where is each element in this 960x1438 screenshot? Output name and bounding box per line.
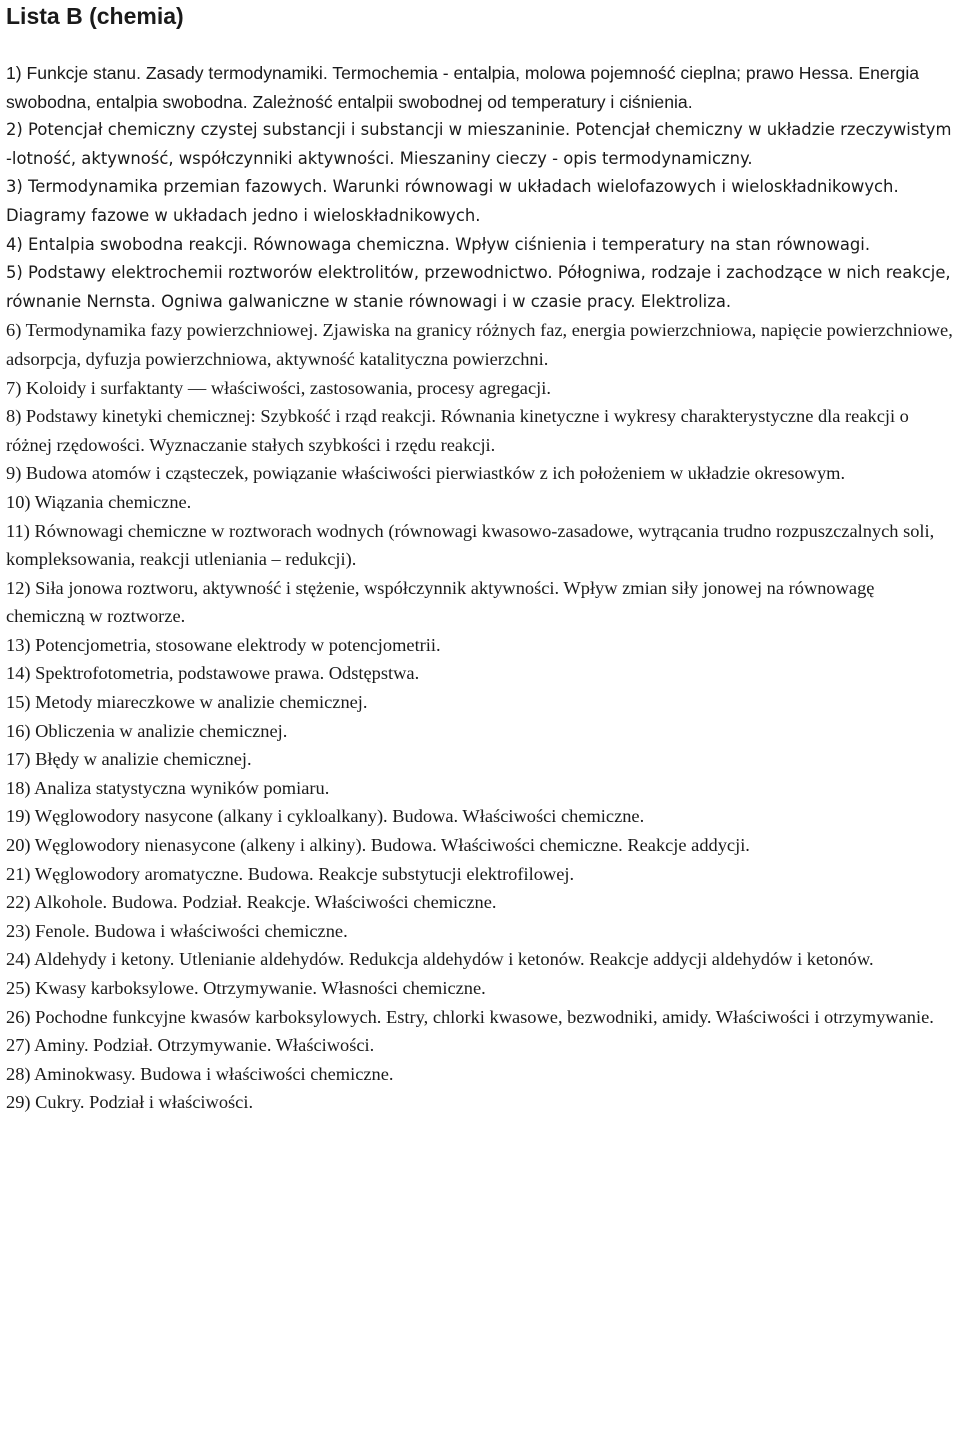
item-text: Alkohole. Budowa. Podział. Reakcje. Właściwości chemiczne. — [30, 892, 497, 913]
list-item — [6, 774, 954, 803]
list-item — [6, 974, 954, 1003]
list-item — [6, 1031, 954, 1060]
item-number: 18) — [6, 777, 31, 798]
list-item — [6, 59, 954, 116]
item-number: 28) — [6, 1063, 31, 1084]
item-text: Aminokwasy. Budowa i właściwości chemiczne. — [30, 1063, 394, 1084]
item-text: Fenole. Budowa i właściwości chemiczne. — [30, 920, 348, 941]
item-text: Kwasy karboksylowe. Otrzymywanie. Własności chemiczne. — [30, 978, 486, 998]
list-item — [6, 717, 954, 746]
item-text: Węglowodory nasycone (alkany i cykloalkany). Budowa. Właściwości chemiczne. — [30, 806, 645, 827]
list-item — [6, 231, 954, 260]
list-item — [6, 488, 954, 517]
list-item — [6, 860, 954, 889]
item-number: 1) — [6, 63, 22, 83]
item-number: 17) — [6, 749, 31, 770]
list-item — [6, 917, 954, 946]
item-text: Potencjał chemiczny czystej substancji i substancji w mieszaninie. Potencjał chemiczny w układzie rzeczywistym -lotność, aktywność, współczynniki aktywności. Mieszaniny cieczy - opis termodynamiczny. — [6, 120, 952, 168]
list-item — [6, 659, 954, 688]
item-text: Potencjometria, stosowane elektrody w potencjometrii. — [30, 634, 441, 655]
list-item — [6, 517, 954, 574]
item-number: 27) — [6, 1035, 31, 1056]
item-number: 8) — [6, 406, 22, 427]
item-number: 29) — [6, 1092, 31, 1113]
item-number: 19) — [6, 806, 31, 827]
item-number: 21) — [6, 863, 31, 884]
list-item — [6, 574, 954, 631]
document-page — [0, 2, 960, 1438]
item-text: Równowagi chemiczne w roztworach wodnych (równowagi kwasowo-zasadowe, wytrącania trudno rozpuszczalnych soli, kompleksowania, reakcji utleniania – redukcji). — [6, 520, 935, 570]
list-item — [6, 945, 954, 974]
item-text: Cukry. Podział i właściwości. — [30, 1092, 254, 1113]
item-text: Koloidy i surfaktanty — właściwości, zastosowania, procesy agregacji. — [21, 377, 551, 398]
list-item — [6, 374, 954, 403]
list-item — [6, 173, 954, 230]
item-text: Siła jonowa roztworu, aktywność i stężenie, współczynnik aktywności. Wpływ zmian siły jonowej na równowagę chemiczną w roztworze. — [6, 577, 875, 627]
list-item — [6, 459, 954, 488]
item-text: Wiązania chemiczne. — [30, 491, 192, 512]
item-text: Węglowodory nienasycone (alkeny i alkiny). Budowa. Właściwości chemiczne. Reakcje addycji. — [30, 835, 750, 856]
list-item — [6, 316, 954, 373]
list-item — [6, 802, 954, 831]
item-number: 2) — [6, 120, 23, 140]
item-text: Błędy w analizie chemicznej. — [30, 749, 252, 770]
item-number: 6) — [6, 320, 22, 341]
item-number: 25) — [6, 978, 31, 998]
item-number: 16) — [6, 720, 31, 741]
item-text: Analiza statystyczna wyników pomiaru. — [30, 777, 330, 798]
item-number: 23) — [6, 920, 31, 941]
item-number: 10) — [6, 491, 31, 512]
list-item — [6, 631, 954, 660]
item-number: 11) — [6, 520, 30, 541]
list-item — [6, 888, 954, 917]
item-number: 7) — [6, 377, 22, 398]
item-text: Obliczenia w analizie chemicznej. — [30, 720, 288, 741]
item-text: Budowa atomów i cząsteczek, powiązanie właściwości pierwiastków z ich położeniem w układzie okresowym. — [21, 463, 846, 484]
item-number: 9) — [6, 463, 22, 484]
item-number: 5) — [6, 263, 23, 283]
item-text: Metody miareczkowe w analizie chemicznej. — [30, 692, 368, 713]
item-text: Podstawy elektrochemii roztworów elektrolitów, przewodnictwo. Półogniwa, rodzaje i zachodzące w nich reakcje, równanie Nernsta. Ogniwa galwaniczne w stanie równowagi i w czasie pracy. Elektroliza. — [6, 263, 951, 311]
item-text: Aminy. Podział. Otrzymywanie. Właściwości. — [30, 1035, 375, 1056]
list-item — [6, 688, 954, 717]
topic-list — [6, 59, 954, 1117]
item-text: Termodynamika fazy powierzchniowej. Zjawiska na granicy różnych faz, energia powierzchniowa, napięcie powierzchniowe, adsorpcja, dyfuzja powierzchniowa, aktywność katalityczna powierzchni. — [6, 320, 953, 369]
list-item — [6, 1060, 954, 1089]
item-number: 4) — [6, 234, 23, 254]
item-text: Węglowodory aromatyczne. Budowa. Reakcje substytucji elektrofilowej. — [30, 863, 575, 884]
item-text: Entalpia swobodna reakcji. Równowaga chemiczna. Wpływ ciśnienia i temperatury na stan równowagi. — [22, 234, 871, 254]
item-number: 20) — [6, 835, 31, 856]
item-number: 26) — [6, 1006, 31, 1027]
item-number: 13) — [6, 634, 31, 655]
list-item — [6, 1003, 954, 1032]
item-number: 12) — [6, 577, 31, 598]
item-text: Funkcje stanu. Zasady termodynamiki. Termochemia - entalpia, molowa pojemność cieplna; prawo Hessa. Energia swobodna, entalpia swobodna. Zależność entalpii swobodnej od temperatury i ciśnienia. — [6, 63, 920, 112]
item-text: Spektrofotometria, podstawowe prawa. Odstępstwa. — [30, 663, 420, 684]
item-text: Termodynamika przemian fazowych. Warunki równowagi w układach wielofazowych i wieloskładnikowych. Diagramy fazowe w układach jedno i wieloskładnikowych. — [6, 177, 899, 225]
item-text: Aldehydy i ketony. Utlenianie aldehydów. Redukcja aldehydów i ketonów. Reakcje addycji aldehydów i ketonów. — [30, 949, 874, 970]
item-number: 3) — [6, 177, 23, 197]
list-item — [6, 745, 954, 774]
item-number: 22) — [6, 892, 31, 913]
list-item — [6, 1088, 954, 1117]
item-number: 15) — [6, 692, 31, 713]
page-title: Lista B (chemia) — [6, 3, 184, 29]
list-item — [6, 259, 954, 316]
list-item — [6, 831, 954, 860]
item-text: Pochodne funkcyjne kwasów karboksylowych. Estry, chlorki kwasowe, bezwodniki, amidy. Właściwości i otrzymywanie. — [30, 1006, 934, 1027]
item-text: Podstawy kinetyki chemicznej: Szybkość i rząd reakcji. Równania kinetyczne i wykresy charakterystyczne dla reakcji o różnej rzędowości. Wyznaczanie stałych szybkości i rzędu reakcji. — [6, 406, 909, 455]
item-number: 24) — [6, 949, 31, 970]
item-number: 14) — [6, 663, 31, 684]
list-item — [6, 116, 954, 173]
list-item — [6, 402, 954, 459]
